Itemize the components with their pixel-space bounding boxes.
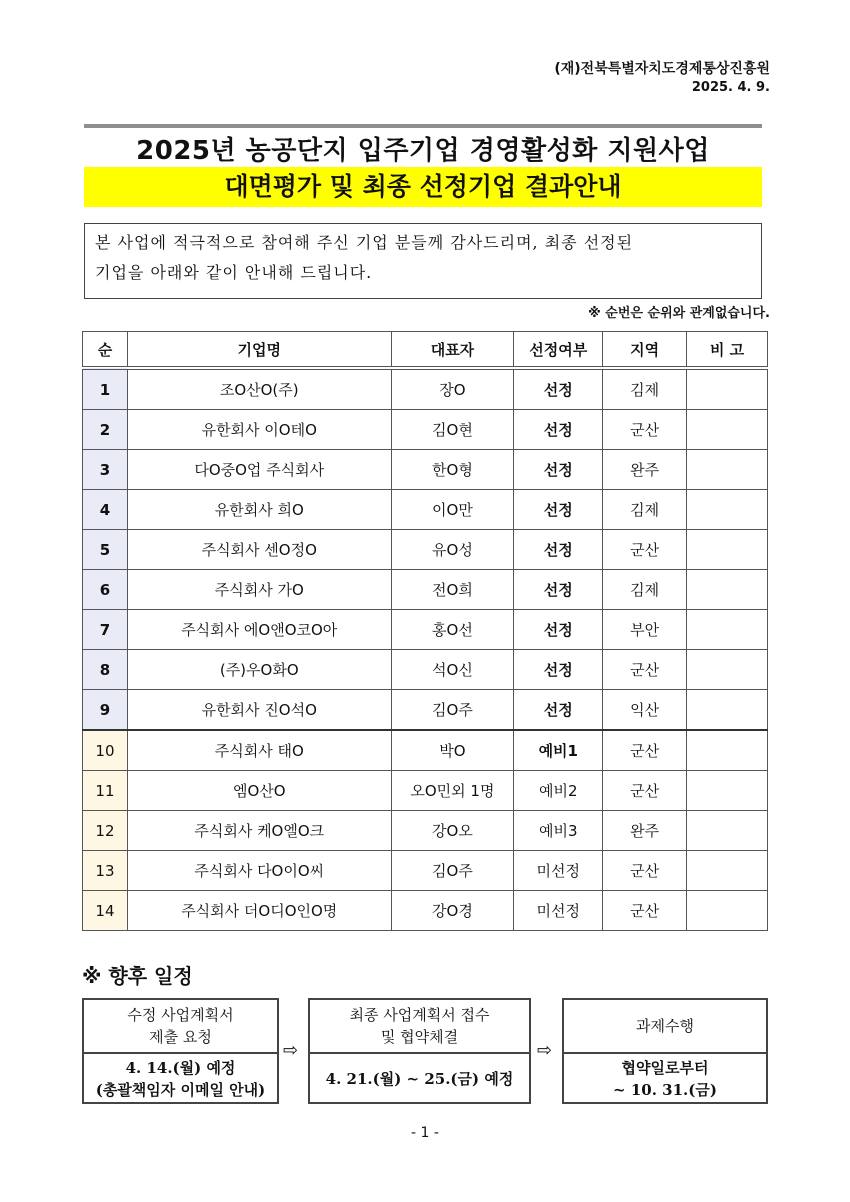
region: 부안 [603,610,687,650]
document-subtitle: 대면평가 및 최종 선정기업 결과안내 [84,167,762,207]
step-1-detail-2: (총괄책임자 이메일 안내) [95,1081,266,1099]
remark [687,851,768,891]
company-name: 다O중O업 주식회사 [127,450,391,490]
remark [687,650,768,690]
table-row [83,490,768,530]
region: 군산 [603,730,687,771]
step-3-detail-2: ~ 10. 31.(금) [613,1081,717,1099]
title-rule [84,124,762,128]
row-number: 2 [83,410,128,450]
company-name: 조O산O(주) [127,368,391,410]
company-name: 주식회사 다O이O씨 [127,851,391,891]
table-row [83,771,768,811]
header-rep: 대표자 [391,332,514,369]
step-2-title-2: 및 협약체결 [380,1028,459,1046]
header-company: 기업명 [127,332,391,369]
row-number: 14 [83,891,128,931]
intro-box [84,223,762,299]
selection-status: 선정 [514,650,603,690]
schedule-title: ※ 향후 일정 [82,964,193,988]
representative: 오O민외 1명 [391,771,514,811]
representative: 이O만 [391,490,514,530]
representative: 홍O선 [391,610,514,650]
selection-status: 선정 [514,368,603,410]
table-row [83,811,768,851]
table-row [83,690,768,731]
remark [687,490,768,530]
selection-status: 선정 [514,690,603,731]
table-header-row [83,332,768,369]
step-2-title-1: 최종 사업계획서 접수 [349,1006,490,1024]
selection-status: 선정 [514,490,603,530]
intro-line-2: 기업을 아래와 같이 안내해 드립니다. [95,263,373,282]
company-name: 주식회사 센O정O [127,530,391,570]
representative: 김O현 [391,410,514,450]
selection-status: 선정 [514,410,603,450]
company-name: 주식회사 태O [127,730,391,771]
region: 군산 [603,650,687,690]
company-name: 주식회사 에O앤O코O아 [127,610,391,650]
header-region: 지역 [603,332,687,369]
company-name: 유한회사 희O [127,490,391,530]
results-table [82,331,768,931]
organization-name: (재)전북특별자치도경제통상진흥원 [554,61,770,77]
arrow-right-icon: ⇨ [283,1040,299,1061]
intro-line-1: 본 사업에 적극적으로 참여해 주신 기업 분들께 감사드리며, 최종 선정된 [95,233,634,252]
company-name: (주)우O화O [127,650,391,690]
row-number: 8 [83,650,128,690]
representative: 장O [391,368,514,410]
table-row [83,851,768,891]
region: 군산 [603,891,687,931]
representative: 박O [391,730,514,771]
selection-status: 미선정 [514,851,603,891]
step-1-title-1: 수정 사업계획서 [127,1006,234,1024]
selection-status: 선정 [514,570,603,610]
row-number: 5 [83,530,128,570]
region: 군산 [603,410,687,450]
step-2-detail-1: 4. 21.(월) ~ 25.(금) 예정 [325,1070,514,1088]
selection-status: 미선정 [514,891,603,931]
company-name: 유한회사 이O테O [127,410,391,450]
row-number: 10 [83,730,128,771]
selection-status: 선정 [514,610,603,650]
step-1-title-2: 제출 요청 [149,1028,212,1046]
representative: 전O희 [391,570,514,610]
region: 군산 [603,530,687,570]
representative: 한O형 [391,450,514,490]
schedule-step-3 [562,998,768,1104]
representative: 석O신 [391,650,514,690]
step-1-detail-1: 4. 14.(월) 예정 [125,1059,236,1077]
table-row [83,891,768,931]
step-3-detail-1: 협약일로부터 [621,1059,709,1077]
document-title: 2025년 농공단지 입주기업 경영활성화 지원사업 [136,136,710,166]
representative: 김O주 [391,690,514,731]
table-row [83,368,768,410]
row-number: 9 [83,690,128,731]
page-number: - 1 - [411,1125,439,1141]
row-number: 4 [83,490,128,530]
selection-status: 선정 [514,450,603,490]
region: 김제 [603,490,687,530]
row-number: 1 [83,368,128,410]
remark [687,410,768,450]
region: 완주 [603,450,687,490]
company-name: 주식회사 케O엘O크 [127,811,391,851]
remark [687,730,768,771]
row-number: 7 [83,610,128,650]
remark [687,690,768,731]
representative: 유O성 [391,530,514,570]
table-body [83,368,768,931]
company-name: 주식회사 가O [127,570,391,610]
remark [687,811,768,851]
table-row [83,610,768,650]
region: 김제 [603,368,687,410]
header-remark: 비 고 [687,332,768,369]
step-3-title-1: 과제수행 [636,1017,694,1035]
arrow-right-icon: ⇨ [537,1040,553,1061]
remark [687,450,768,490]
remark [687,891,768,931]
representative: 강O오 [391,811,514,851]
table-row [83,450,768,490]
header-status: 선정여부 [514,332,603,369]
region: 군산 [603,851,687,891]
table-row [83,730,768,771]
header-no: 순 [83,332,128,369]
company-name: 주식회사 더O디O인O명 [127,891,391,931]
row-number: 12 [83,811,128,851]
company-name: 엠O산O [127,771,391,811]
representative: 김O주 [391,851,514,891]
row-number: 6 [83,570,128,610]
remark [687,570,768,610]
schedule-step-2 [308,998,531,1104]
order-note: ※ 순번은 순위와 관계없습니다. [588,306,770,321]
document-date: 2025. 4. 9. [691,80,770,95]
region: 김제 [603,570,687,610]
row-number: 13 [83,851,128,891]
table-row [83,530,768,570]
representative: 강O경 [391,891,514,931]
schedule-step-1 [82,998,279,1104]
table-row [83,650,768,690]
selection-status: 예비2 [514,771,603,811]
region: 군산 [603,771,687,811]
region: 완주 [603,811,687,851]
selection-status: 선정 [514,530,603,570]
selection-status: 예비3 [514,811,603,851]
remark [687,771,768,811]
remark [687,610,768,650]
table-row [83,570,768,610]
row-number: 3 [83,450,128,490]
company-name: 유한회사 진O석O [127,690,391,731]
remark [687,530,768,570]
region: 익산 [603,690,687,731]
remark [687,368,768,410]
table-row [83,410,768,450]
row-number: 11 [83,771,128,811]
selection-status: 예비1 [514,730,603,771]
